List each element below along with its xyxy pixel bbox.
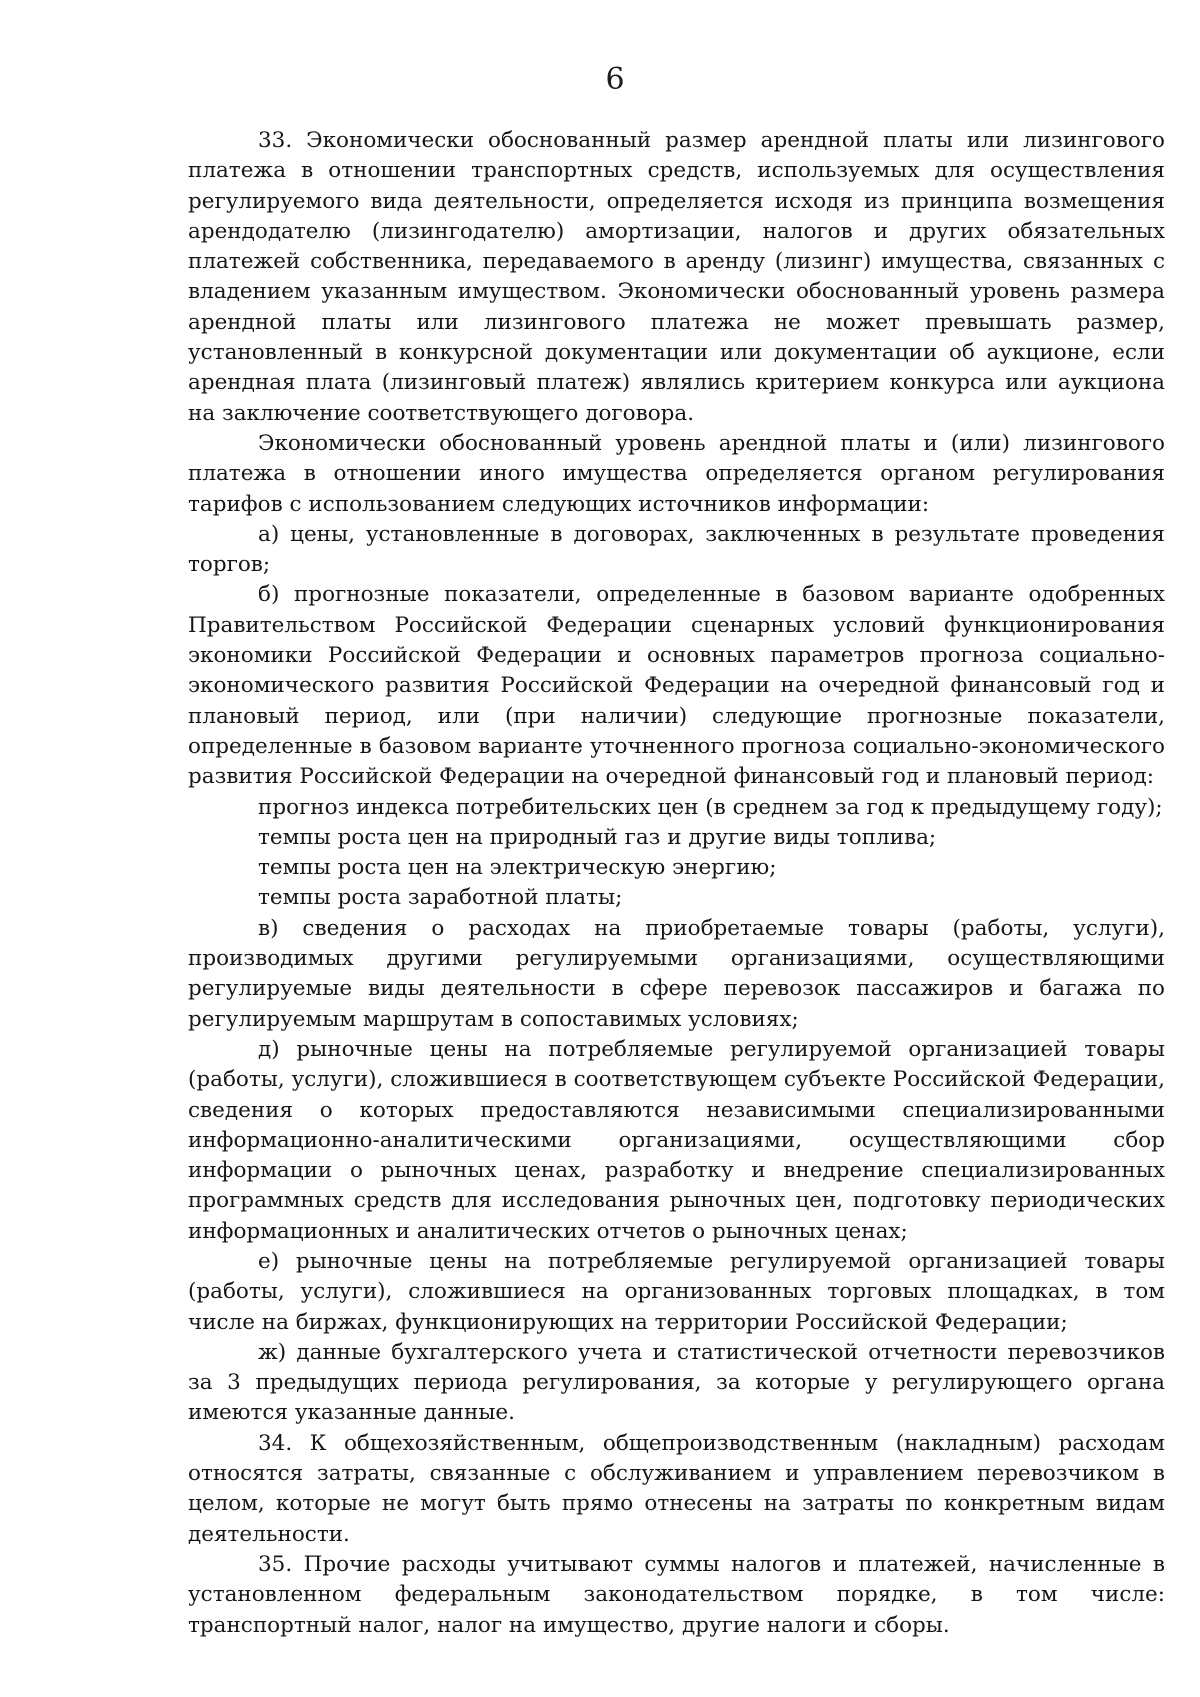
list-item-a: а) цены, установленные в договорах, заключенных в результате проведения торгов; [188,521,1165,578]
list-item-cpi-forecast: прогноз индекса потребительских цен (в среднем за год к предыдущему году); [258,794,1163,820]
paragraph-33: 33. Экономически обоснованный размер арендной платы или лизингового платежа в отношении транспортных средств, используемых для осуществления регулируемого вида деятельности, определяется исходя из принципа возмещения арендодателю (лизингодателю) амортизации, налогов и других обязательных платежей собственника, передаваемого в аренду (лизинг) имущества, связанных с владением указанным имуществом. Экономически обоснованный уровень размера арендной платы или лизингового платежа не может превышать размер, установленный в конкурсной документации или документации об аукционе, если арендная плата (лизинговый платеж) являлись критерием конкурса или аукциона на заключение соответствующего договора. [188,128,1165,426]
paragraph-lease-other-property: Экономически обоснованный уровень арендной платы и (или) лизингового платежа в отношении иного имущества определяется органом регулирования тарифов с использованием следующих источников информации: [188,430,1165,517]
list-item-zh: ж) данные бухгалтерского учета и статистической отчетности перевозчиков за 3 предыдущих периода регулирования, за которые у регулирующего органа имеются указанные данные. [188,1339,1165,1426]
list-item-e: е) рыночные цены на потребляемые регулируемой организацией товары (работы, услуги), сложившиеся на организованных торговых площадках, в том числе на биржах, функционирующих на территории Российской Федерации; [188,1248,1165,1335]
list-item-d: д) рыночные цены на потребляемые регулируемой организацией товары (работы, услуги), сложившиеся в соответствующем субъекте Российской Федерации, сведения о которых предоставляются независимыми специализированными информационно-аналитическими организациями, осуществляющими сбор информации о рыночных ценах, разработку и внедрение специализированных программных средств для исследования рыночных цен, подготовку периодических информационных и аналитических отчетов о рыночных ценах; [188,1036,1165,1244]
paragraph-34: 34. К общехозяйственным, общепроизводственным (накладным) расходам относятся затраты, связанные с обслуживанием и управлением перевозчиком в целом, которые не могут быть прямо отнесены на затраты по конкретным видам деятельности. [188,1430,1165,1547]
list-item-gas-fuel-growth: темпы роста цен на природный газ и другие виды топлива; [258,824,937,850]
list-item-b: б) прогнозные показатели, определенные в базовом варианте одобренных Правительством Российской Федерации сценарных условий функционирования экономики Российской Федерации и основных параметров прогноза социально-экономического развития Российской Федерации на очередной финансовый год и плановый период, или (при наличии) следующие прогнозные показатели, определенные в базовом варианте уточненного прогноза социально-экономического развития Российской Федерации на очередной финансовый год и плановый период: [188,582,1165,790]
list-item-electricity-growth: темпы роста цен на электрическую энергию; [258,855,777,881]
document-body [188,126,1165,1641]
list-item-wage-growth: темпы роста заработной платы; [258,885,623,911]
page-number: 6 [605,62,625,97]
list-item-v: в) сведения о расходах на приобретаемые товары (работы, услуги), производимых другими регулируемыми организациями, осуществляющими регулируемые виды деятельности в сфере перевозок пассажиров и багажа по регулируемым маршрутам в сопоставимых условиях; [188,915,1165,1032]
paragraph-35: 35. Прочие расходы учитывают суммы налогов и платежей, начисленные в установленном федеральным законодательством порядке, в том числе: транспортный налог, налог на имущество, другие налоги и сборы. [188,1551,1165,1638]
